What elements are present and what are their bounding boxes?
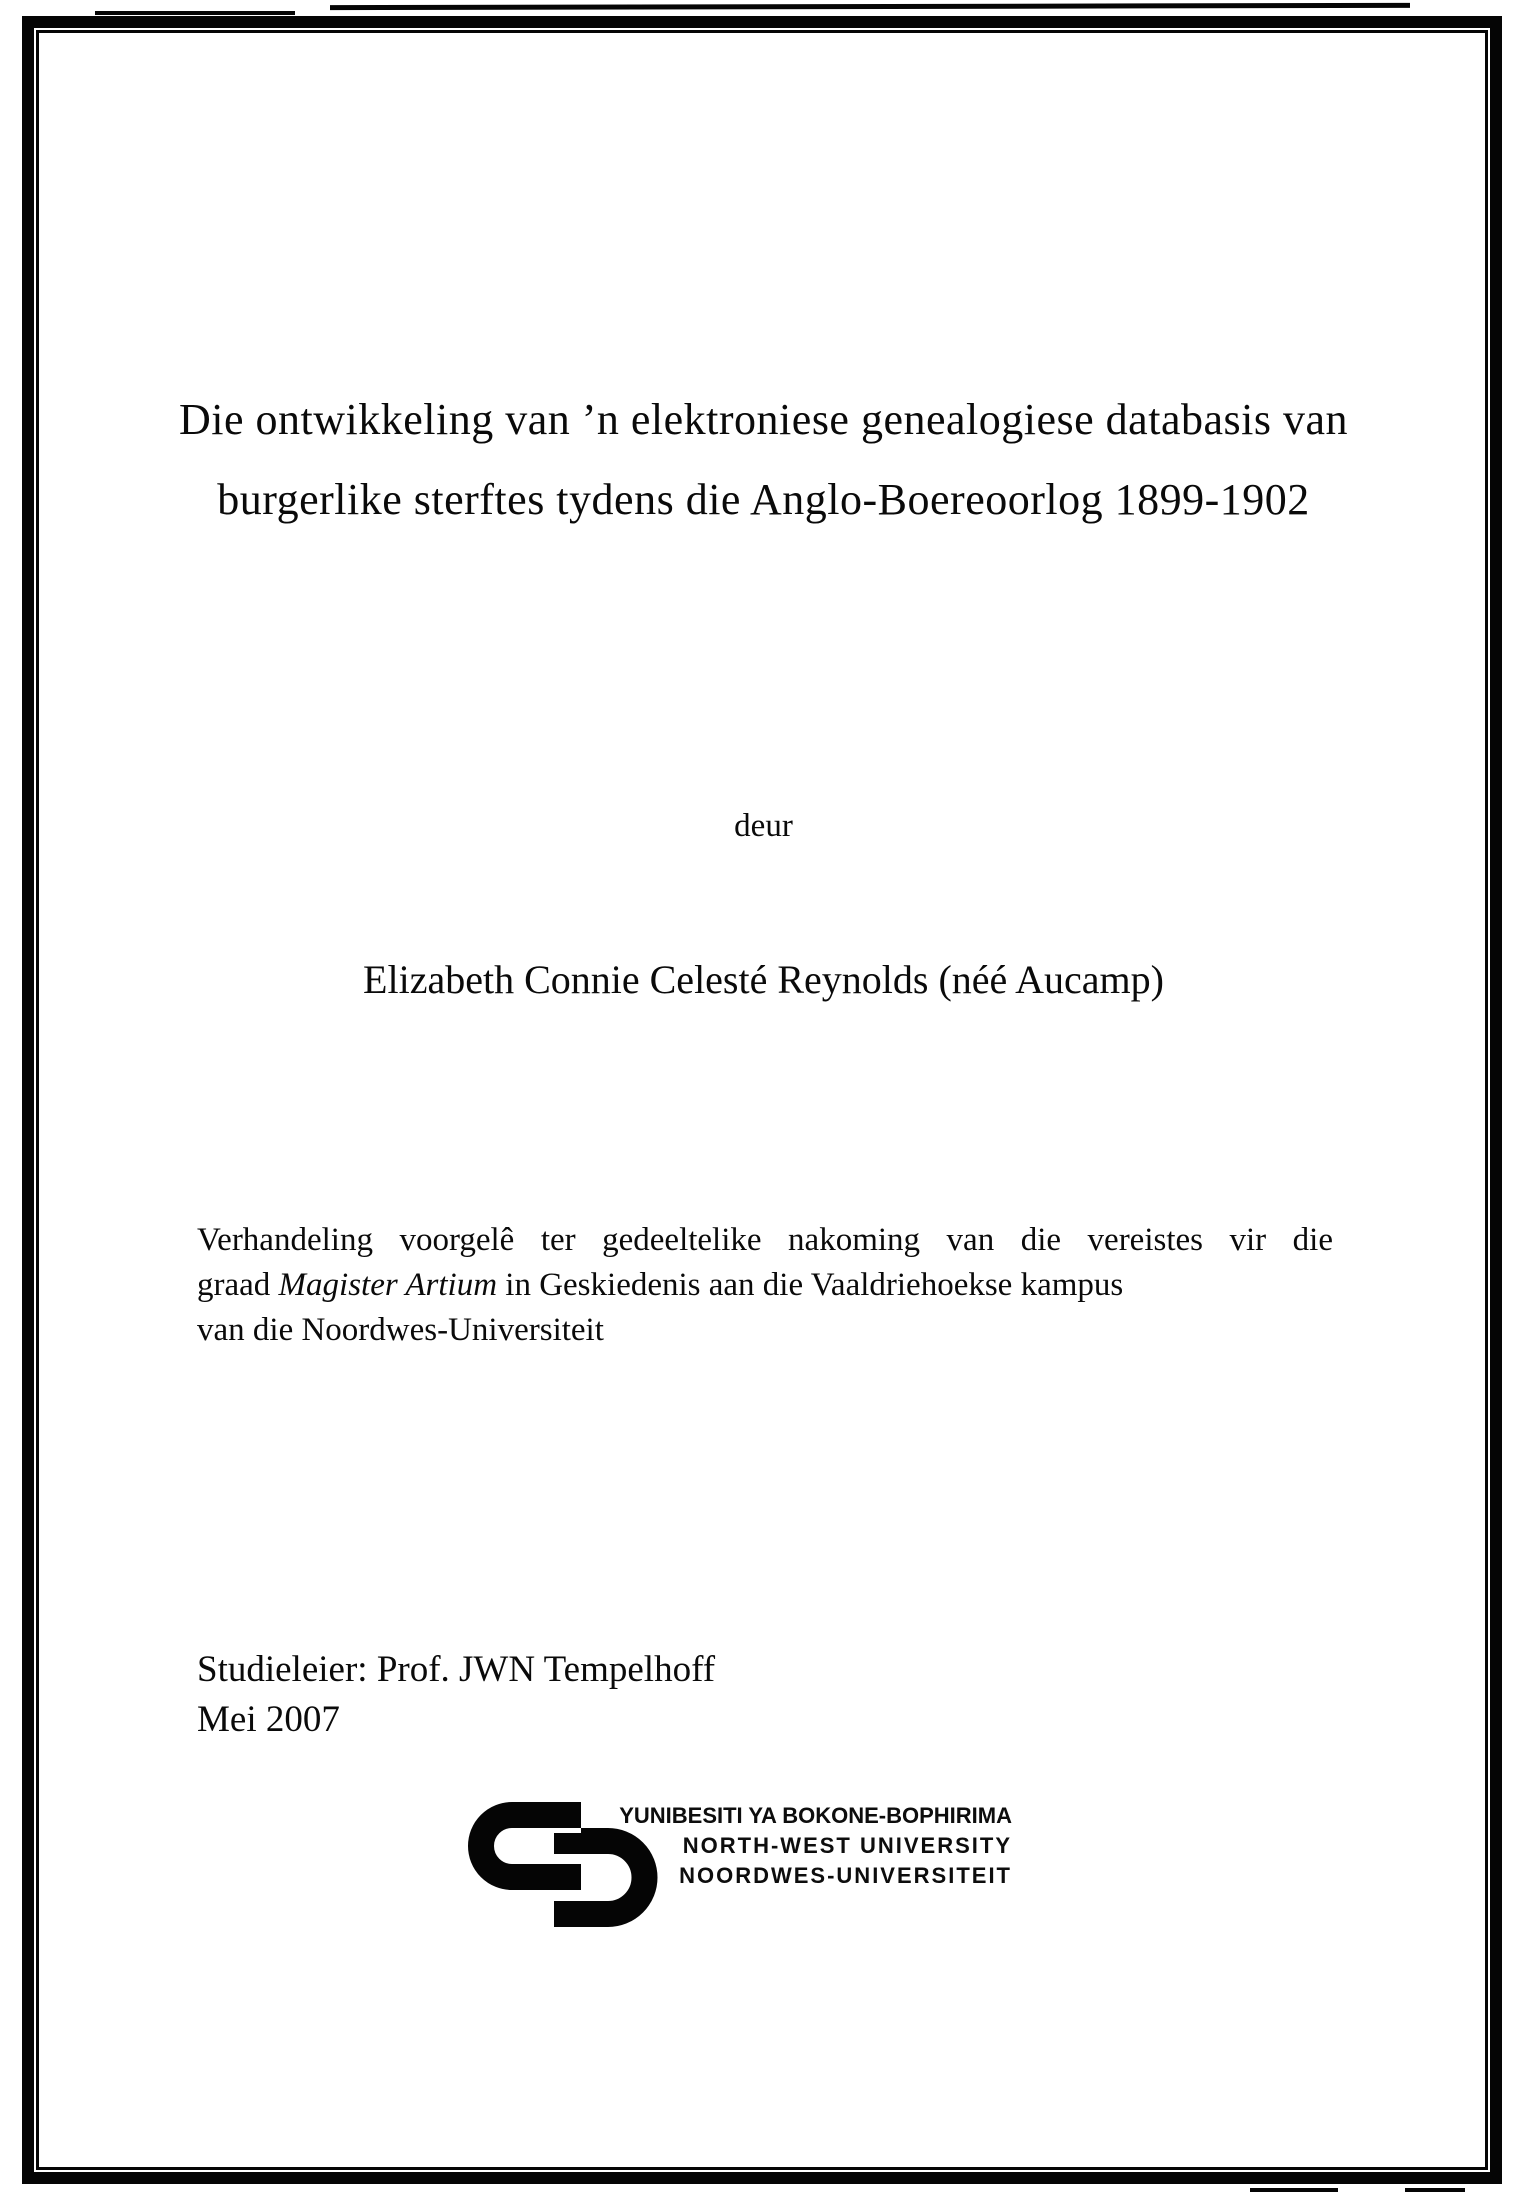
thesis-statement — [197, 1218, 1333, 1353]
university-name-afrikaans: NOORDWES-UNIVERSITEIT — [679, 1863, 1012, 1888]
author-name: Elizabeth Connie Celesté Reynolds (néé Aucamp) — [363, 957, 1164, 1002]
university-wordmark — [560, 1801, 1012, 1891]
statement-line2-pre: graad — [197, 1267, 279, 1303]
statement-line2-post: in Geskiedenis aan die Vaaldriehoekse kampus — [497, 1267, 1124, 1303]
supervisor-block — [197, 1645, 1097, 1745]
thesis-title-line1: Die ontwikkeling van ’n elektroniese genealogiese databasis van — [178, 395, 1348, 444]
thesis-title — [45, 380, 1482, 540]
statement-line1: Verhandeling voorgelê ter gedeeltelike nakoming van die vereistes vir die — [197, 1222, 1333, 1258]
statement-degree-name: Magister Artium — [278, 1267, 498, 1303]
scan-artifact — [330, 3, 1410, 10]
supervisor-line: Studieleier: Prof. JWN Tempelhoff — [197, 1649, 716, 1690]
byline: deur — [734, 808, 793, 844]
thesis-title-line2: burgerlike sterftes tydens die Anglo-Boereoorlog 1899-1902 — [217, 475, 1310, 524]
university-name-english: NORTH-WEST UNIVERSITY — [682, 1833, 1012, 1858]
scan-artifact — [95, 11, 295, 15]
statement-line2 — [197, 1263, 1333, 1308]
scan-artifact — [1405, 2188, 1465, 2192]
date-line: Mei 2007 — [197, 1699, 340, 1740]
statement-line3: van die Noordwes-Universiteit — [197, 1312, 604, 1348]
scan-artifact — [1250, 2188, 1338, 2192]
university-name-setswana: YUNIBESITI YA BOKONE-BOPHIRIMA — [619, 1803, 1012, 1828]
